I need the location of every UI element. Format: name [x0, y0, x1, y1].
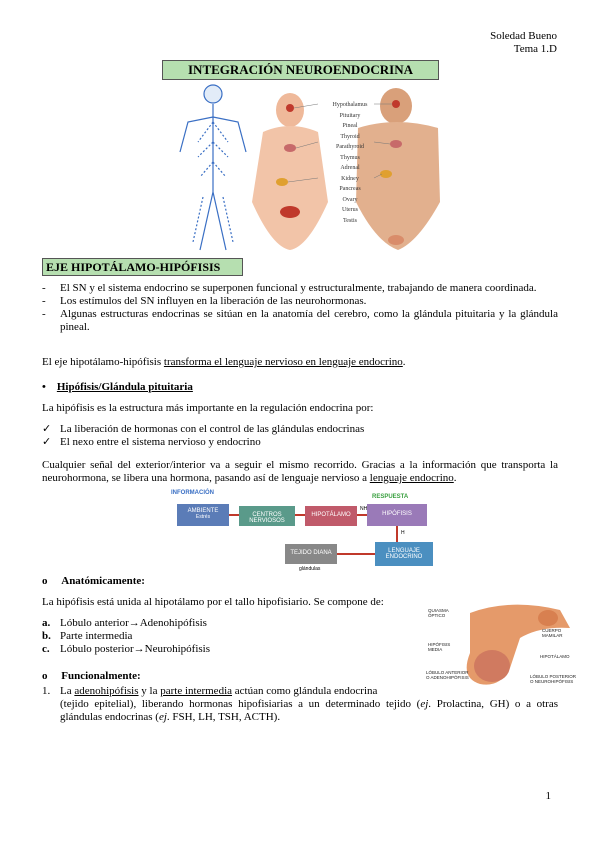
figure-label: Pancreas — [339, 186, 361, 192]
fig-label: CUERPO MAMILAR — [542, 628, 563, 638]
figure-label: Parathyroid — [336, 144, 364, 150]
topic: Tema 1.D — [513, 43, 557, 55]
figure-label: Uterus — [342, 207, 358, 213]
list-item: - Los estímulos del SN influyen en la liberación de las neurohormonas. — [42, 295, 367, 307]
centros-box: CENTROS NERVIOSOS — [239, 506, 295, 526]
list-item: ✓ La liberación de hormonas con el control de las glándulas endocrinas — [42, 423, 365, 435]
axis-sentence: El eje hipotálamo-hipófisis transforma el lenguaje nervioso en lenguaje endocrino. — [42, 356, 406, 368]
list-item: - Algunas estructuras endocrinas se sitúan en la anatomía del cerebro, como la glándula pituitaria y la glándula pineal. — [42, 308, 558, 333]
nervous-system-illustration — [180, 85, 246, 250]
info-label: INFORMACIÓN — [171, 490, 214, 496]
flow-arrow — [396, 526, 398, 542]
response-label: RESPUESTA — [372, 494, 409, 500]
flow-arrow — [357, 514, 367, 516]
anat-text: La hipófisis está unida al hipotálamo por el tallo hipofisiario. Se compone de: — [42, 596, 384, 608]
list-item: c. Lóbulo posterior→Neurohipófisis — [42, 643, 211, 655]
section-title: EJE HIPOTÁLAMO-HIPÓFISIS — [42, 258, 243, 276]
signal-paragraph: Cualquier señal del exterior/interior va a seguir el mismo recorrido. Gracias a la información que transporta la neurohormona, se libera una hormona, pasando así de lenguaje nervioso a lenguaje endocrino. — [42, 459, 558, 484]
tejido-box: TEJIDO DIANA — [285, 544, 337, 564]
fig-label: HIPOTÁLAMO — [540, 654, 570, 659]
flow-arrow — [337, 553, 375, 555]
list-item: ✓ El nexo entre el sistema nervioso y endocrino — [42, 436, 261, 448]
author: Soledad Bueno — [490, 30, 557, 42]
subheading: • Hipófisis/Glándula pituitaria — [42, 381, 193, 393]
page-title: INTEGRACIÓN NEUROENDOCRINA — [162, 60, 439, 80]
nh-label: NH — [360, 506, 368, 512]
func-item: 1. La adenohipófisis y la parte intermedia actúan como glándula endocrina (tejido epitelial), liberando hormonas hipofisiarias a un determinado tejido (ej. Prolactina, GH) o a otras glándulas endocrinas (ej. FSH, LH, TSH, ACTH). — [42, 685, 558, 723]
check-list — [42, 423, 558, 449]
page-number: 1 — [545, 790, 551, 802]
figure-label: Adrenal — [340, 165, 360, 171]
hipotalamo-box: HIPOTÁLAMO — [305, 506, 357, 526]
list-item: - El SN y el sistema endocrino se superponen funcional y estructuralmente, trabajando de manera coordinada. — [42, 282, 537, 294]
parts-list — [42, 617, 342, 656]
header — [490, 30, 557, 56]
flow-arrow — [295, 514, 305, 516]
ambiente-box: AMBIENTE Estrés — [177, 504, 229, 526]
figure-labels — [320, 100, 380, 226]
fig-label: LÓBULO POSTERIOR O NEUROHIPÓFISIS — [530, 674, 577, 684]
func-heading: o Funcionalmente: — [42, 670, 141, 682]
fig-label: HIPÓFISIS MEDIA — [428, 642, 451, 652]
bullet-list — [42, 282, 558, 334]
figure-label: Pituitary — [339, 112, 361, 119]
flow-arrow — [229, 514, 239, 516]
tejido-sub: glándulas — [299, 566, 321, 572]
anat-heading: o Anatómicamente: — [42, 575, 145, 587]
flow-diagram — [165, 490, 440, 580]
hipofisis-box: HIPÓFISIS — [367, 504, 427, 526]
figure-label: Testis — [343, 217, 357, 224]
figure-label: Hypothalamus — [332, 102, 368, 108]
list-item: a. Lóbulo anterior→Adenohipófisis — [42, 617, 207, 629]
pituitary-labels — [420, 598, 580, 690]
figure-label: Ovary — [342, 196, 358, 203]
figure-label: Kidney — [341, 175, 359, 182]
importance-text: La hipófisis es la estructura más importante en la regulación endocrina por: — [42, 402, 374, 414]
h-label: H — [401, 530, 405, 536]
fig-label: QUIASMA ÓPTICO — [428, 608, 449, 618]
figure-label: Thyroid — [340, 133, 360, 140]
figure-label: Pineal — [342, 123, 358, 129]
list-item: b. Parte intermedia — [42, 630, 133, 642]
female-torso-illustration — [252, 93, 328, 250]
figure-label: Thymus — [340, 154, 360, 161]
fig-label: LÓBULO ANTERIOR O ADENOHIPÓFISIS — [426, 670, 469, 680]
lenguaje-box: LENGUAJE ENDOCRINO — [375, 542, 433, 566]
